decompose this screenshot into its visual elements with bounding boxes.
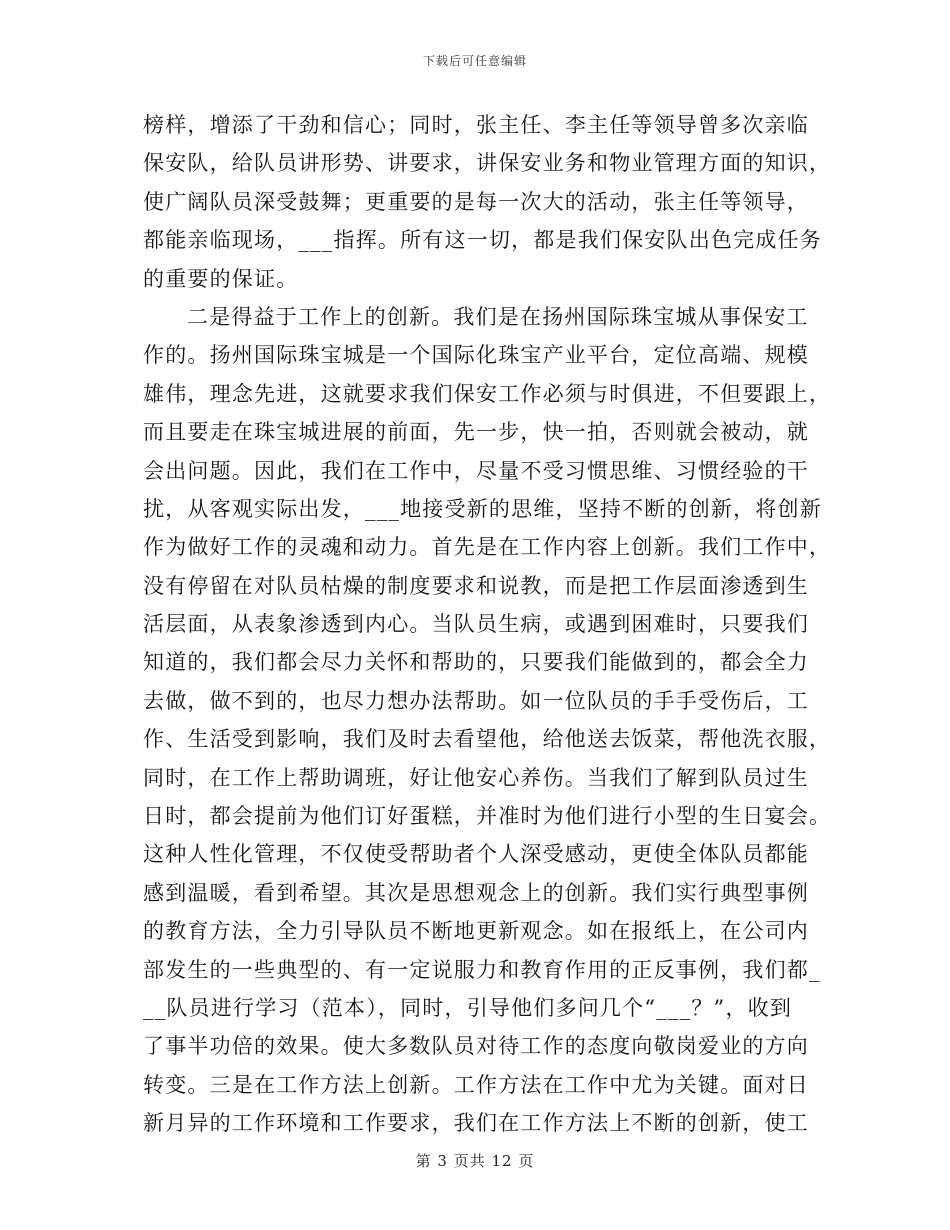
text-line: 都能亲临现场，___指挥。所有这一切，都是我们保安队出色完成任务 [143,228,822,253]
text-line: 作、生活受到影响，我们及时去看望他，给他送去饭菜，帮他洗衣服， [143,727,832,752]
text-line: 活层面，从表象渗透到内心。当队员生病，或遇到困难时，只要我们 [143,612,809,637]
text-line: 保安队，给队员讲形势、讲要求，讲保安业务和物业管理方面的知识， [143,151,832,176]
text-line: 这种人性化管理，不仅使受帮助者个人深受感动，更使全体队员都能 [143,842,809,867]
page-number: 第 3 页共 12 页 [415,1152,535,1170]
text-line: 而且要走在珠宝城进展的前面，先一步，快一拍，否则就会被动，就 [143,420,809,445]
text-line: 没有停留在对队员枯燥的制度要求和说教，而是把工作层面渗透到生 [143,573,809,598]
text-line: 部发生的一些典型的、有一定说服力和教育作用的正反事例，我们都_ [143,957,821,982]
text-line: 榜样，增添了干劲和信心；同时，张主任、李主任等领导曾多次亲临 [143,113,809,137]
text-line: 会出问题。因此，我们在工作中，尽量不受习惯思维、习惯经验的干 [143,458,809,483]
text-line: 作的。扬州国际珠宝城是一个国际化珠宝产业平台，定位高端、规模 [143,343,809,368]
text-line: 的重要的保证。 [143,266,299,291]
text-line: __队员进行学习（范本），同时，引导他们多问几个“___？”，收到 [143,995,793,1020]
text-line: 的教育方法，全力引导队员不断地更新观念。如在报纸上，在公司内 [143,919,809,944]
text-line: 雄伟，理念先进，这就要求我们保安工作必须与时俱进，不但要跟上， [143,381,832,406]
text-line: 去做，做不到的，也尽力想办法帮助。如一位队员的手手受伤后，工 [143,688,809,713]
text-line: 知道的，我们都会尽力关怀和帮助的，只要我们能做到的，都会全力 [143,650,809,675]
text-line: 同时，在工作上帮助调班，好让他安心养伤。当我们了解到队员过生 [143,765,809,790]
text-line: 感到温暖，看到希望。其次是思想观念上的创新。我们实行典型事例 [143,880,809,905]
text-line: 转变。三是在工作方法上创新。工作方法在工作中尤为关键。面对日 [143,1072,809,1097]
text-line: 扰，从客观实际出发，___地接受新的思维，坚持不断的创新，将创新 [143,496,822,521]
text-line: 日时，都会提前为他们订好蛋糕，并准时为他们进行小型的生日宴会。 [143,804,832,829]
text-line: 使广阔队员深受鼓舞；更重要的是每一次大的活动，张主任等领导， [143,189,809,214]
paragraph-start-line: 二是得益于工作上的创新。我们是在扬州国际珠宝城从事保安工 [187,304,809,329]
text-line: 了事半功倍的效果。使大多数队员对待工作的态度向敬岗爱业的方向 [143,1034,809,1059]
text-line: 新月异的工作环境和工作要求，我们在工作方法上不断的创新，使工 [143,1111,809,1136]
text-line: 作为做好工作的灵魂和动力。首先是在工作内容上创新。我们工作中， [143,535,832,560]
body-text [143,106,832,1143]
page-header: 下载后可任意编辑 [422,54,527,68]
